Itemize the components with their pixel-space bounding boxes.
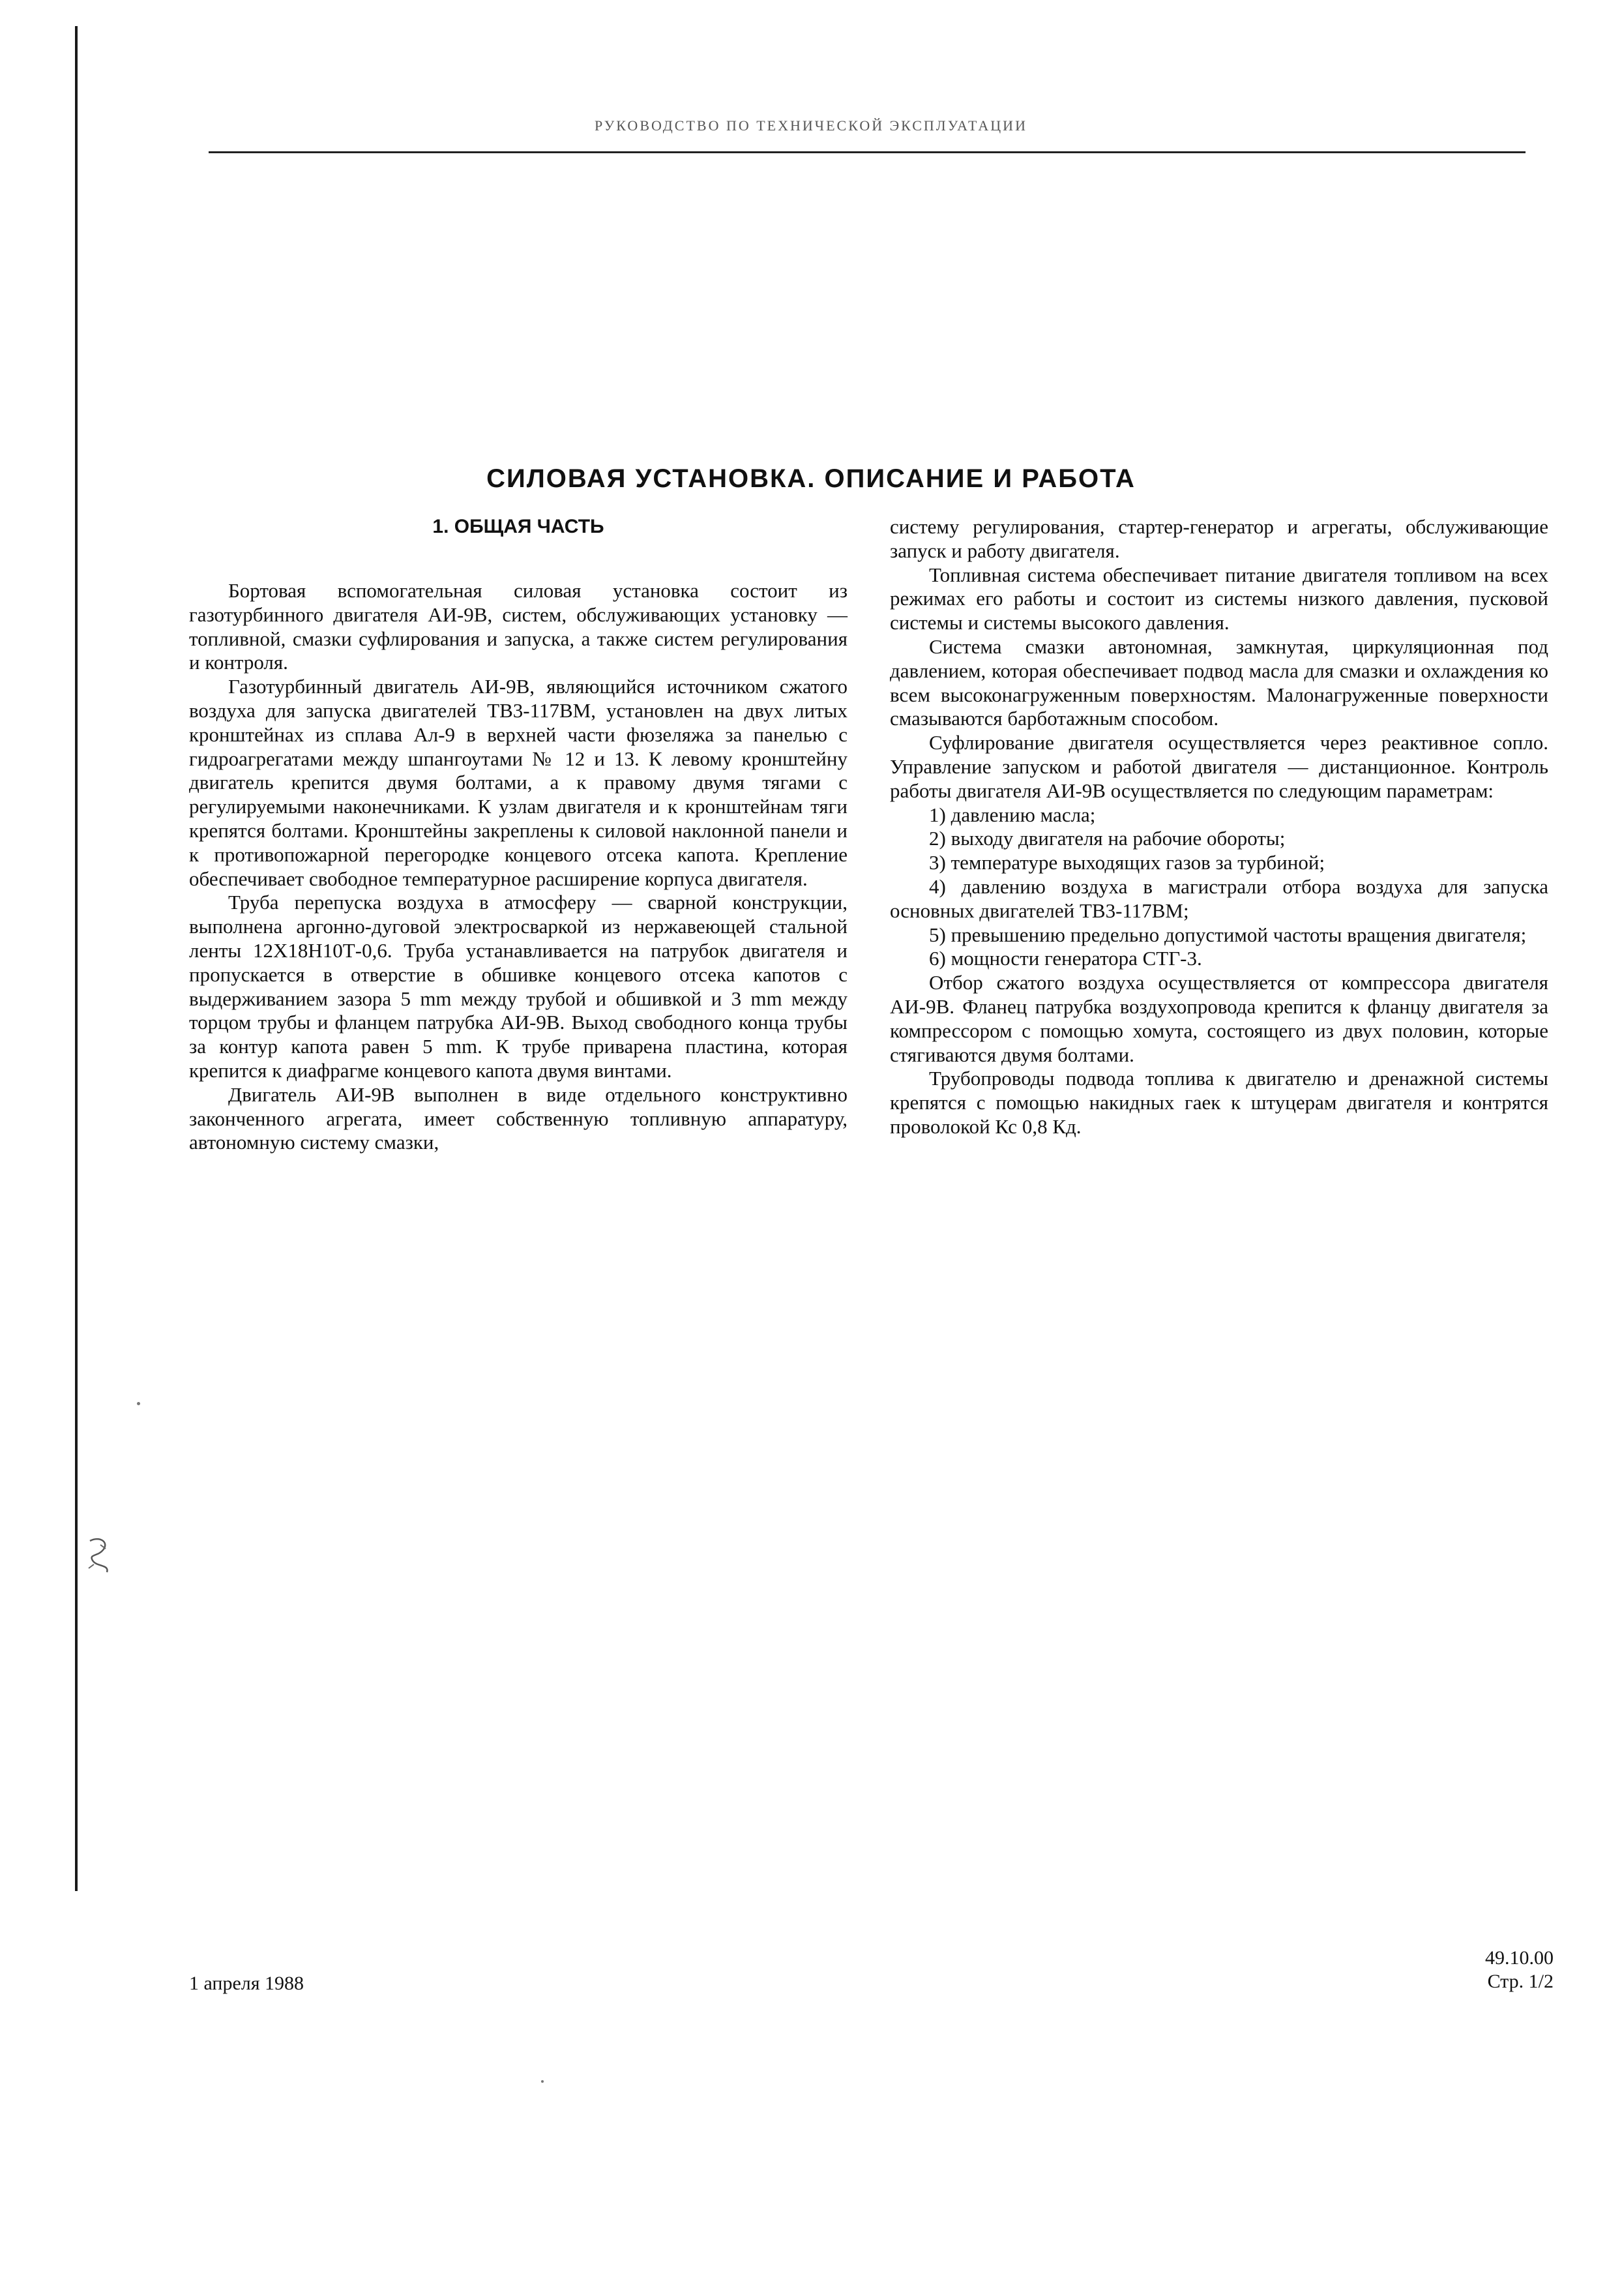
section-title: 1. ОБЩАЯ ЧАСТЬ (432, 516, 604, 537)
paragraph: Суфлирование двигателя осуществляется через реактивное сопло. Управление запуском и работой двигателя — дистанционное. Контроль работы двигателя АИ-9В осуществляется по следующим параметрам: (890, 731, 1548, 802)
list-item: 1) давлению масла; (929, 803, 1096, 826)
list-item: 5) превышению предельно допустимой частоты вращения двигателя; (929, 923, 1527, 946)
paragraph: Отбор сжатого воздуха осуществляется от компрессора двигателя АИ-9В. Фланец патрубка воздухопровода крепится к фланцу двигателя за компрессором с помощью хомута, состоящего из двух половин, которые стягиваются двумя болтами. (890, 971, 1548, 1066)
list-item: 6) мощности генератора СТГ-3. (929, 947, 1202, 970)
footer-date: 1 апреля 1988 (189, 1973, 304, 1994)
footer-page-info (1485, 1946, 1554, 1993)
binding-line (75, 26, 78, 1891)
page-number: Стр. 1/2 (1487, 1971, 1554, 1992)
paragraph: Топливная система обеспечивает питание двигателя топливом на всех режимах его работы и состоит из системы низкого давления, пусковой системы и системы высокого давления. (890, 563, 1548, 634)
right-column (890, 515, 1548, 1139)
list-item: 4) давлению воздуха в магистрали отбора воздуха для запуска основных двигателей ТВ3-117ВМ; (890, 874, 1548, 922)
list-item: 3) температуре выходящих газов за турбиной; (929, 851, 1325, 874)
scan-speck (541, 2080, 544, 2083)
paragraph-continuation: систему регулирования, стартер-генератор и агрегаты, обслуживающие запуск и работу двигателя. (890, 515, 1548, 562)
paragraph: Газотурбинный двигатель АИ-9В, являющийся источником сжатого воздуха для запуска двигателей ТВ3-117ВМ, установлен на двух литых кронштейнах из сплава Ал-9 в верхней части фюзеляжа за панелью с гидроагрегатами между шпангоутами № 12 и 13. К левому кронштейну двигатель крепится двумя болтами, а к правому двумя тягами с регулируемыми наконечниками. К узлам двигателя и к кронштейнам тяги крепятся болтами. Кронштейны закреплены к силовой наклонной панели и к противопожарной перегородке концевого отсека капота. Крепление обеспечивает свободное температурное расширение корпуса двигателя. (189, 675, 848, 890)
paragraph: Труба перепуска воздуха в атмосферу — сварной конструкции, выполнена аргонно-дуговой электросваркой из нержавеющей стальной ленты 12Х18Н10Т-0,6. Труба устанавливается на патрубок двигателя и пропускается в отверстие в обшивке концевого отсека капотов с выдерживанием зазора 5 mm между трубой и обшивкой и 3 mm между торцом трубы и фланцем патрубка АИ-9В. Выход свободного конца трубы за контур капота равен 5 mm. К трубе приварена пластина, которая крепится к диафрагме концевого капота двумя винтами. (189, 891, 848, 1082)
scan-speck (137, 1402, 140, 1405)
paragraph: Бортовая вспомогательная силовая установка состоит из газотурбинного двигателя АИ-9В, систем, обслуживающих установку — топливной, смазки суфлирования и запуска, а также систем регулирования и контроля. (189, 579, 848, 674)
margin-handwritten-mark (83, 1536, 116, 1575)
running-header: РУКОВОДСТВО ПО ТЕХНИЧЕСКОЙ ЭКСПЛУАТАЦИИ (595, 117, 1027, 134)
paragraph: Двигатель АИ-9В выполнен в виде отдельного конструктивно законченного агрегата, имеет собственную топливную аппаратуру, автономную систему смазки, (189, 1082, 848, 1154)
list-item: 2) выходу двигателя на рабочие обороты; (929, 827, 1286, 850)
paragraph: Система смазки автономная, замкнутая, циркуляционная под давлением, которая обеспечивает подвод масла для смазки и охлаждения ко всем высоконагруженным поверхностям. Малонагруженные поверхности смазываются барботажным способом. (890, 634, 1548, 730)
left-column (189, 515, 848, 1155)
header-rule (209, 151, 1526, 153)
page-title: СИЛОВАЯ УСТАНОВКА. ОПИСАНИЕ И РАБОТА (486, 464, 1136, 493)
paragraph: Трубопроводы подвода топлива к двигателю и дренажной системы крепятся с помощью накидных гаек к штуцерам двигателя и контрятся проволокой Кс 0,8 Кд. (890, 1067, 1548, 1138)
doc-code: 49.10.00 (1485, 1947, 1554, 1969)
